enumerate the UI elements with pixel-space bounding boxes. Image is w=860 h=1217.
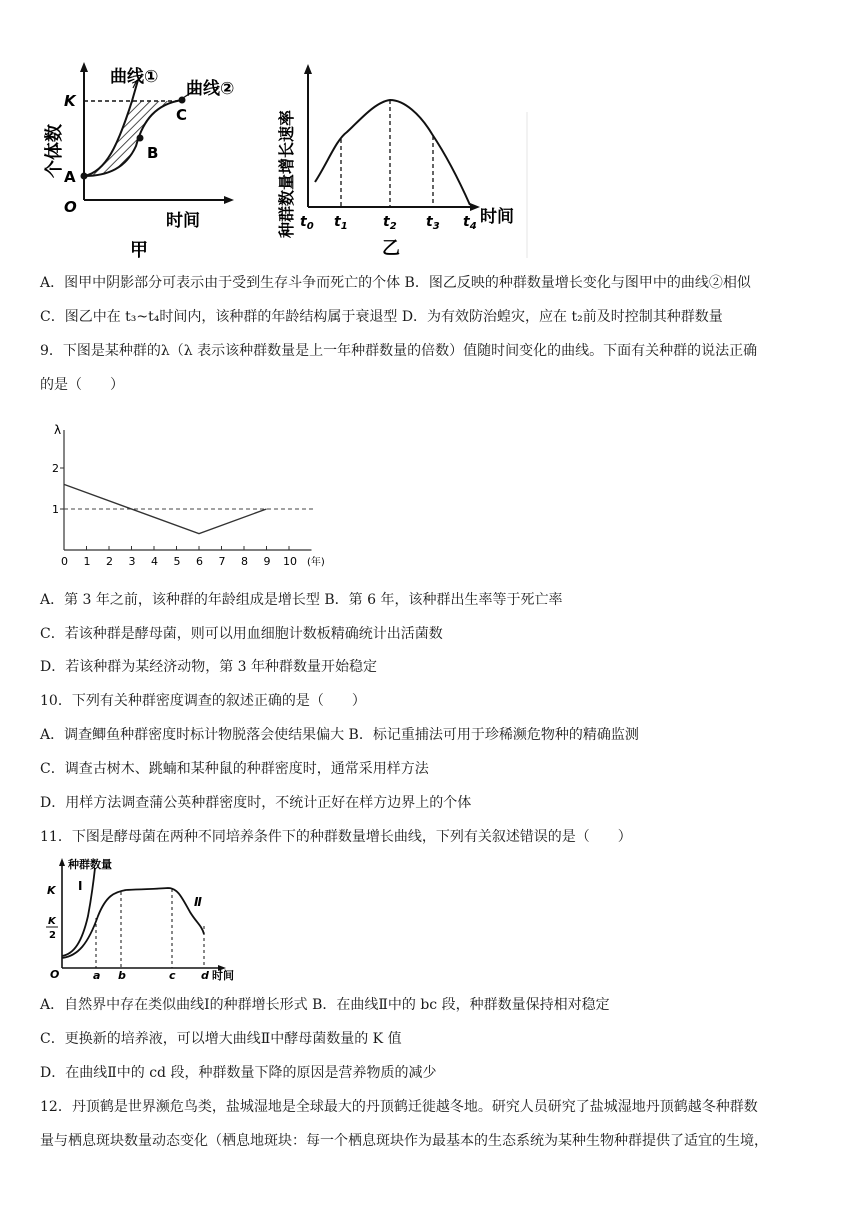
q9-xtick-label: 5 [173,555,181,568]
jia-curve-1-label: 曲线① [110,67,159,87]
figure-yi [272,62,530,262]
q9-stem-line2: 的是（ ） [40,377,124,393]
jia-origin-label: O [64,198,77,216]
jia-curve-2-label: 曲线② [186,79,235,99]
q11-curve-2-label: Ⅱ [194,895,202,909]
q9-xtick-label: 9 [263,555,271,568]
q11-option-d: D．在曲线Ⅱ中的 cd 段，种群数量下降的原因是营养物质的减少 [40,1065,437,1081]
q9-lambda-chart [48,422,358,572]
q9-xtick-label: 3 [128,555,136,568]
yi-tick-t3: $t_3$ [426,214,440,232]
q11-x-label: 时间 [212,969,234,982]
q9-xtick-label: 2 [106,555,113,568]
q11-tick-b: b [118,969,126,982]
q9-xtick-label: 1 [83,555,91,568]
jia-caption: 甲 [130,240,148,261]
q8-options-ab: A．图甲中阴影部分可表示由于受到生存斗争而死亡的个体 B．图乙反映的种群数量增长变化与图甲中的曲线②相似 [40,275,751,291]
jia-a-label: A [64,168,76,186]
yi-tick-t2: $t_2$ [383,214,397,232]
yi-caption: 乙 [382,238,400,259]
q9-xtick-label: 10 [283,555,297,568]
q11-k2-numerator: K [48,916,56,927]
q11-tick-d: d [201,969,209,982]
q9-xtick-label: 8 [241,555,248,568]
jia-shaded-region [84,101,178,176]
q9-options-ab: A．第 3 年之前，该种群的年龄组成是增长型 B．第 6 年，该种群出生率等于死亡率 [40,592,563,608]
q12-line1: 12．丹顶鹤是世界濒危鸟类，盐城湿地是全球最大的丹顶鹤迁徙越冬地。研究人员研究了盐城湿地丹顶鹤越冬种群数 [40,1099,758,1115]
q8-options-cd: C．图乙中在 t₃~t₄时间内，该种群的年龄结构属于衰退型 D．为有效防治蝗灾，应在 t₂前及时控制其种群数量 [40,309,723,325]
jia-y-label: 个体数 [44,124,65,178]
q10-option-d: D．用样方法调查蒲公英种群密度时，不统计正好在样方边界上的个体 [40,795,472,811]
q11-option-c: C．更换新的培养液，可以增大曲线Ⅱ中酵母菌数量的 K 值 [40,1031,402,1047]
q9-x-unit: (年) [307,557,325,568]
yi-y-label: 种群数量增长速率 [277,109,296,238]
yi-tick-t1: $t_1$ [334,214,348,232]
yi-curve [315,100,470,205]
q9-ytick-label: 1 [52,503,59,516]
q11-tick-a: a [93,969,101,982]
q11-yeast-chart [44,856,244,982]
q12-line2: 量与栖息斑块数量动态变化（栖息地斑块：每一个栖息斑块作为最基本的生态系统为某种生物种群提供了适宜的生境， [40,1133,768,1149]
q9-stem-line1: 9．下图是某种群的λ（λ 表示该种群数量是上一年种群数量的倍数）值随时间变化的曲线。下面有关种群的说法正确 [40,343,758,359]
yi-x-label: 时间 [480,207,514,227]
q11-origin: O [50,968,60,981]
yi-tick-t0: $t_0$ [300,214,314,232]
q9-xtick-label: 4 [151,555,158,568]
jia-point-a [81,173,88,180]
q9-xtick-label: 0 [61,555,68,568]
q11-options-ab: A．自然界中存在类似曲线Ⅰ的种群增长形式 B．在曲线Ⅱ中的 bc 段，种群数量保持相对稳定 [40,997,610,1013]
q11-k2-denominator: 2 [49,930,56,941]
q9-xtick-label: 6 [196,555,203,568]
q11-k-label: K [47,884,56,897]
q10-options-ab: A．调查鲫鱼种群密度时标计物脱落会使结果偏大 B．标记重捕法可用于珍稀濒危物种的精确监测 [40,727,639,743]
q11-tick-c: c [169,969,176,982]
q10-option-c: C．调查古树木、跳蝻和某种鼠的种群密度时，通常采用样方法 [40,761,429,777]
jia-k-label: K [64,92,76,110]
figure-jia [38,60,238,265]
q9-xtick-label: 7 [218,555,226,568]
jia-point-b [137,135,144,142]
jia-c-label: C [176,106,188,124]
jia-x-label: 时间 [166,211,200,231]
q9-ytick-label: 2 [52,462,59,475]
yi-tick-t4: $t_4$ [463,214,477,232]
q11-stem: 11．下图是酵母菌在两种不同培养条件下的种群数量增长曲线，下列有关叙述错误的是（ ） [40,829,632,845]
q11-curve-2 [62,888,204,958]
q9-option-c: C．若该种群是酵母菌，则可以用血细胞计数板精确统计出活菌数 [40,626,443,642]
q9-option-d: D．若该种群为某经济动物，第 3 年种群数量开始稳定 [40,659,378,675]
jia-b-label: B [147,144,159,162]
q10-stem: 10．下列有关种群密度调查的叙述正确的是（ ） [40,693,366,709]
q9-y-label: λ [54,423,62,437]
q11-y-label: 种群数量 [68,858,112,871]
q11-curve-1-label: Ⅰ [78,879,83,893]
